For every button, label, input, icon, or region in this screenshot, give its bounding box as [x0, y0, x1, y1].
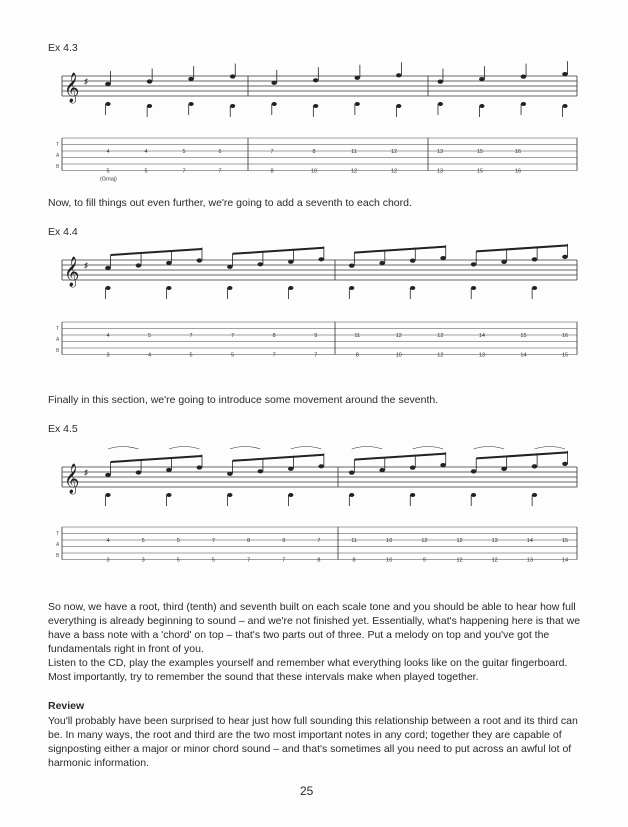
tab-fret-number: 8 [270, 168, 274, 175]
bass-note-head [349, 286, 354, 290]
tab-fret-number: 7 [270, 149, 274, 155]
paragraph: Finally in this section, we're going to introduce some movement around the seventh. [48, 394, 439, 406]
tab-fret-number: 7 [211, 538, 215, 544]
bass-note-head [410, 493, 415, 497]
note-head [318, 257, 324, 261]
note-head [349, 264, 355, 268]
tab-fret-number: 13 [436, 168, 444, 175]
tab-fret-number: 14 [478, 333, 485, 339]
note-head [532, 257, 538, 261]
note-head [562, 462, 568, 466]
bass-note-head [562, 104, 567, 108]
note-head [479, 77, 485, 81]
note-head [197, 465, 203, 469]
slur [230, 447, 260, 450]
tab-clef-letter: T [56, 326, 60, 332]
note-head [532, 464, 538, 468]
tab-fret-number: 7 [314, 352, 318, 359]
paragraph: Now, to fill things out even further, we're going to add a seventh to each chord. [48, 197, 412, 209]
treble-clef-icon: 𝄞 [64, 257, 80, 287]
tab-fret-number: 7 [282, 557, 286, 564]
tab-fret-number: 7 [218, 168, 222, 175]
tab-fret-number: 16 [514, 149, 522, 155]
tab-fret-number: 7 [231, 333, 235, 339]
bass-note-head [105, 286, 110, 290]
tab-fret-number: 4 [144, 149, 148, 155]
beam [476, 452, 567, 458]
tab-fret-number: 8 [355, 352, 359, 359]
note-head [230, 74, 236, 78]
tab-fret-number: 15 [561, 538, 569, 544]
tab-fret-number: 7 [182, 168, 186, 175]
staff-lines [62, 76, 577, 96]
tab-clef-letter: B [56, 348, 60, 354]
note-head [410, 466, 416, 470]
tab-clef-letter: T [56, 142, 60, 148]
bass-note-head [313, 104, 318, 108]
note-head [197, 258, 203, 262]
tab-clef-letter: B [56, 164, 60, 170]
tab-fret-number: 13 [478, 352, 485, 359]
tab-fret-number: 12 [437, 352, 444, 359]
bass-note-head [272, 102, 277, 106]
bass-note-head [230, 104, 235, 108]
note-head [105, 473, 111, 477]
tab-fret-number: 8 [272, 333, 276, 339]
note-head [410, 259, 416, 263]
note-head [440, 256, 446, 260]
key-signature-icon: ♯ [84, 261, 88, 270]
bass-note-head [166, 286, 171, 290]
tab-lines [62, 138, 577, 171]
tab-fret-number: 9 [314, 333, 318, 339]
bass-note-head [349, 493, 354, 497]
staff-lines [62, 467, 577, 487]
tab-clef-letter: B [56, 553, 60, 559]
tab-fret-number: 3 [106, 557, 110, 564]
chord-name-label: (Gmaj) [100, 176, 117, 183]
note-head [188, 77, 194, 81]
note-head [105, 82, 111, 86]
note-head [471, 469, 477, 473]
note-head [396, 73, 402, 77]
note-head [354, 76, 360, 80]
tab-fret-number: 12 [390, 168, 398, 175]
notation-ex-4-5 [0, 437, 628, 577]
tab-fret-number: 4 [148, 352, 152, 359]
bass-note-head [227, 493, 232, 497]
tab-fret-number: 12 [395, 333, 402, 339]
tab-fret-number: 16 [561, 333, 569, 339]
tab-fret-number: 5 [106, 168, 110, 175]
note-head [501, 467, 507, 471]
bass-note-head [532, 493, 537, 497]
tab-fret-number: 8 [247, 538, 251, 544]
tab-fret-number: 14 [526, 538, 533, 544]
note-head [521, 75, 527, 79]
notation-ex-4-3 [0, 58, 628, 190]
beam [476, 245, 567, 251]
note-head [349, 471, 355, 475]
tab-fret-number: 5 [141, 538, 145, 544]
bass-note-head [471, 493, 476, 497]
tab-fret-number: 11 [354, 333, 361, 339]
notation-ex-4-4 [0, 240, 628, 375]
bass-note-head [166, 493, 171, 497]
tab-clef-letter: T [56, 531, 60, 537]
tab-fret-number: 7 [272, 352, 276, 359]
treble-clef-icon: 𝄞 [64, 73, 80, 103]
note-head [562, 255, 568, 259]
note-head [501, 260, 507, 264]
paragraph: So now, we have a root, third (tenth) and seventh built on each scale tone and you should be able to hear how full everything is already beginning to sound – and we're not finished yet. Essentially, what's happening here is that we have a bass note with a 'chord' on top – that's two parts out of three. Put a melody on top and you've got the fundamentals right in front of you. [48, 601, 581, 655]
tab-fret-number: 10 [310, 168, 318, 175]
note-head [379, 261, 385, 265]
tab-fret-number: 11 [351, 149, 357, 155]
tab-fret-number: 6 [218, 149, 222, 155]
tab-clef-letter: A [56, 542, 60, 548]
slur [413, 447, 443, 450]
treble-clef-icon: 𝄞 [64, 464, 80, 494]
example-label: Ex 4.5 [48, 423, 78, 435]
tab-clef-letter: A [56, 337, 60, 343]
bass-note-head [438, 102, 443, 106]
note-head [147, 79, 153, 83]
tab-fret-number: 5 [144, 168, 148, 175]
tab-fret-number: 10 [386, 538, 393, 544]
note-head [105, 266, 111, 270]
slur [474, 447, 504, 450]
note-head [136, 263, 142, 267]
tab-fret-number: 12 [456, 557, 463, 564]
tab-fret-number: 7 [317, 538, 321, 544]
review-paragraph: You'll probably have been surprised to hear just how full sounding this relationship between a root and its third can be. In many ways, the root and third are the two most important notes in any cord; together they are capable of signposting either a major or minor chord sound – and that's sometimes all you need to put across an awful lot of harmonic information. [48, 715, 578, 769]
tab-fret-number: 8 [352, 557, 356, 564]
note-head [227, 472, 233, 476]
tab-fret-number: 15 [476, 168, 484, 175]
beam [232, 248, 323, 254]
note-head [562, 72, 568, 76]
note-head [288, 467, 294, 471]
note-head [166, 261, 172, 265]
tab-clef-letter: A [56, 153, 60, 159]
tab-fret-number: 15 [561, 352, 569, 359]
key-signature-icon: ♯ [84, 468, 88, 477]
beam [111, 456, 202, 462]
tab-fret-number: 9 [422, 557, 426, 564]
key-signature-icon: ♯ [84, 77, 88, 86]
tab-fret-number: 15 [476, 149, 484, 155]
slur [291, 447, 321, 450]
tab-fret-number: 4 [106, 149, 110, 155]
tab-fret-number: 5 [189, 352, 193, 359]
tab-fret-number: 13 [491, 538, 498, 544]
tab-fret-number: 3 [106, 352, 110, 359]
note-head [440, 463, 446, 467]
slur [108, 447, 138, 450]
bass-note-head [471, 286, 476, 290]
example-label: Ex 4.3 [48, 42, 78, 54]
tab-fret-number: 8 [312, 149, 316, 155]
staff-lines [62, 260, 577, 280]
beam [354, 454, 445, 460]
note-head [318, 464, 324, 468]
beam [232, 455, 323, 461]
note-head [258, 469, 264, 473]
tab-fret-number: 12 [390, 149, 398, 155]
bass-note-head [396, 104, 401, 108]
note-head [288, 260, 294, 264]
tab-fret-number: 5 [148, 333, 152, 339]
tab-fret-number: 5 [182, 149, 186, 155]
bass-note-head [410, 286, 415, 290]
bass-note-head [227, 286, 232, 290]
bass-note-head [147, 104, 152, 108]
bass-note-head [105, 102, 110, 106]
note-head [166, 468, 172, 472]
bass-note-head [188, 102, 193, 106]
tab-fret-number: 4 [106, 333, 110, 339]
tab-fret-number: 8 [317, 557, 321, 564]
tab-fret-number: 9 [282, 538, 286, 544]
tab-fret-number: 10 [386, 557, 393, 564]
note-head [379, 468, 385, 472]
tab-lines [62, 322, 577, 355]
bass-note-head [288, 286, 293, 290]
bass-note-head [105, 493, 110, 497]
bass-note-head [355, 102, 360, 106]
tab-fret-number: 12 [491, 557, 498, 564]
tab-fret-number: 14 [520, 352, 527, 359]
tab-fret-number: 11 [351, 538, 357, 544]
bass-note-head [521, 102, 526, 106]
note-head [136, 470, 142, 474]
page-number: 25 [300, 784, 314, 798]
tab-fret-number: 12 [421, 538, 428, 544]
tab-fret-number: 4 [106, 538, 110, 544]
slur [535, 447, 565, 450]
slur [169, 447, 199, 450]
bass-note-head [288, 493, 293, 497]
tab-fret-number: 3 [141, 557, 145, 564]
tab-fret-number: 5 [211, 557, 215, 564]
paragraph: Listen to the CD, play the examples yourself and remember what everything looks like on the guitar fingerboard. Most importantly, try to remember the sound that these intervals make when played together. [48, 657, 568, 683]
tab-fret-number: 7 [247, 557, 251, 564]
tab-fret-number: 10 [395, 352, 402, 359]
tab-fret-number: 13 [526, 557, 533, 564]
tab-fret-number: 12 [456, 538, 463, 544]
tab-fret-number: 12 [437, 333, 444, 339]
tab-fret-number: 16 [514, 168, 522, 175]
tab-fret-number: 14 [561, 557, 569, 564]
slur [352, 447, 382, 450]
tab-fret-number: 15 [520, 333, 527, 339]
review-heading: Review [48, 700, 85, 712]
tab-fret-number: 13 [436, 149, 444, 155]
beam [354, 247, 445, 253]
tab-fret-number: 5 [176, 538, 180, 544]
note-head [471, 262, 477, 266]
note-head [271, 81, 277, 85]
beam [111, 249, 202, 255]
tab-fret-number: 5 [231, 352, 235, 359]
note-head [258, 262, 264, 266]
tab-fret-number: 7 [189, 333, 193, 339]
note-head [227, 265, 233, 269]
tab-fret-number: 12 [350, 168, 358, 175]
note-head [313, 78, 319, 82]
note-head [438, 80, 444, 84]
bass-note-head [532, 286, 537, 290]
bass-note-head [479, 104, 484, 108]
example-label: Ex 4.4 [48, 226, 78, 238]
tab-fret-number: 5 [176, 557, 180, 564]
